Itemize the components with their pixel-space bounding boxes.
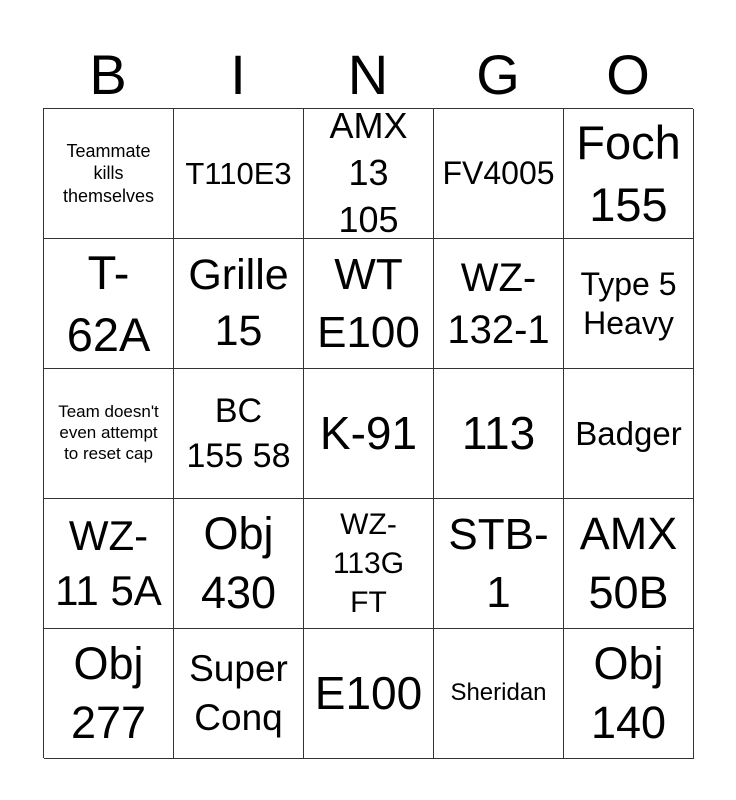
bingo-cell[interactable]: AMX 13 105 — [304, 109, 434, 239]
header-letter-n: N — [347, 43, 389, 106]
bingo-cell[interactable]: K-91 — [304, 369, 434, 499]
bingo-cell[interactable]: 113 — [434, 369, 564, 499]
bingo-cell[interactable]: Super Conq — [174, 629, 304, 759]
bingo-cell[interactable]: STB-1 — [434, 499, 564, 629]
bingo-cell[interactable]: WT E100 — [304, 239, 434, 369]
bingo-cell[interactable]: WZ-132-1 — [434, 239, 564, 369]
bingo-cell[interactable]: FV4005 — [434, 109, 564, 239]
bingo-cell[interactable]: E100 — [304, 629, 434, 759]
bingo-cell[interactable]: WZ-113G FT — [304, 499, 434, 629]
header-letter-b: B — [89, 43, 127, 106]
bingo-cell[interactable]: Team doesn't even attempt to reset cap — [44, 369, 174, 499]
bingo-cell[interactable]: T-62A — [44, 239, 174, 369]
bingo-cell[interactable]: Teammate kills themselves — [44, 109, 174, 239]
bingo-header — [43, 42, 693, 108]
header-letter-o: O — [606, 43, 650, 106]
bingo-cell[interactable]: Obj 277 — [44, 629, 174, 759]
bingo-cell[interactable]: Obj 430 — [174, 499, 304, 629]
bingo-cell[interactable]: Grille 15 — [174, 239, 304, 369]
bingo-cell[interactable]: Foch 155 — [564, 109, 694, 239]
header-letter-g: G — [476, 43, 520, 106]
bingo-cell[interactable]: Obj 140 — [564, 629, 694, 759]
bingo-cell[interactable]: BC 155 58 — [174, 369, 304, 499]
bingo-cell[interactable]: WZ-11 5A — [44, 499, 174, 629]
header-letter-i: I — [230, 43, 246, 106]
bingo-cell[interactable]: T110E3 — [174, 109, 304, 239]
bingo-cell[interactable]: AMX 50B — [564, 499, 694, 629]
bingo-cell[interactable]: Badger — [564, 369, 694, 499]
bingo-cell[interactable]: Type 5 Heavy — [564, 239, 694, 369]
bingo-cell[interactable]: Sheridan — [434, 629, 564, 759]
bingo-board — [43, 108, 693, 758]
